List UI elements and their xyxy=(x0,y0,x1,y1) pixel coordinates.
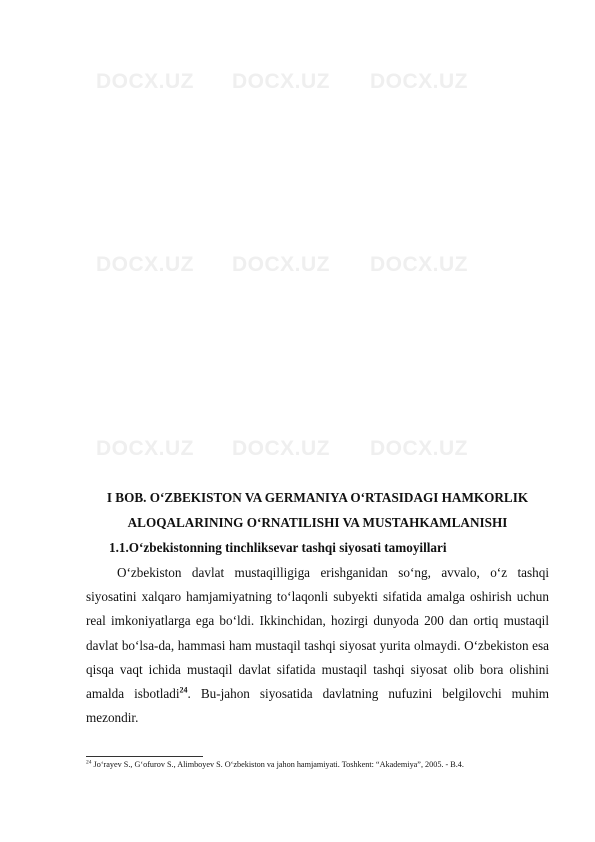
paragraph-text-before-reference: O‘zbekiston davlat mustaqilligiga erishganidan so‘ng, avvalo, o‘z tashqi siyosatini xalqaro hamjamiyatning to‘laqonli subyekti sifatida amalga oshirish uchun real imkoniyatlarga ega bo‘ldi. Ikkinchidan, hozirgi dunyoda 200 dan ortiq mustaqil davlat bo‘lsa-da, hammasi ham mustaqil tashqi siyosat yurita olmaydi. O‘zbekiston esa qisqa vaqt ichida mustaqil davlat sifatida mustaqil tashqi siyosat olib bora olishini amalda isbotladi xyxy=(86,565,549,702)
section-heading: 1.1.O‘zbekistonning tinchliksevar tashqi siyosati tamoyillari xyxy=(109,540,447,555)
watermark-text: DOCX.UZ xyxy=(370,70,468,93)
footnote-marker: 24 xyxy=(86,759,92,766)
watermark-text: DOCX.UZ xyxy=(370,253,468,276)
chapter-title-line-2: ALOQALARINING O‘RNATILISHI VA MUSTAHKAMLANISHI xyxy=(127,515,508,530)
watermark-text: DOCX.UZ xyxy=(370,437,468,460)
watermark-text: DOCX.UZ xyxy=(96,253,194,276)
body-paragraph xyxy=(86,561,549,730)
watermark-text: DOCX.UZ xyxy=(96,437,194,460)
watermark-text: DOCX.UZ xyxy=(232,253,330,276)
footnote-text: Jo‘rayev S., G‘ofurov S., Alimboyev S. O‘zbekiston va jahon hamjamiyati. Toshkent: “Akademiya”, 2005. - B.4. xyxy=(91,760,464,769)
watermark-text: DOCX.UZ xyxy=(232,70,330,93)
footnote-reference-marker[interactable]: 24 xyxy=(179,685,188,695)
watermark-text: DOCX.UZ xyxy=(96,70,194,93)
paragraph-text-after-reference: . Bu-jahon siyosatida davlatning nufuzini belgilovchi muhim mezondir. xyxy=(86,686,550,726)
watermark-text: DOCX.UZ xyxy=(232,437,330,460)
footnote-separator xyxy=(86,756,203,757)
footnote xyxy=(86,759,556,770)
chapter-title-line-1: I BOB. O‘ZBEKISTON VA GERMANIYA O‘RTASIDAGI HAMKORLIK xyxy=(106,490,529,505)
